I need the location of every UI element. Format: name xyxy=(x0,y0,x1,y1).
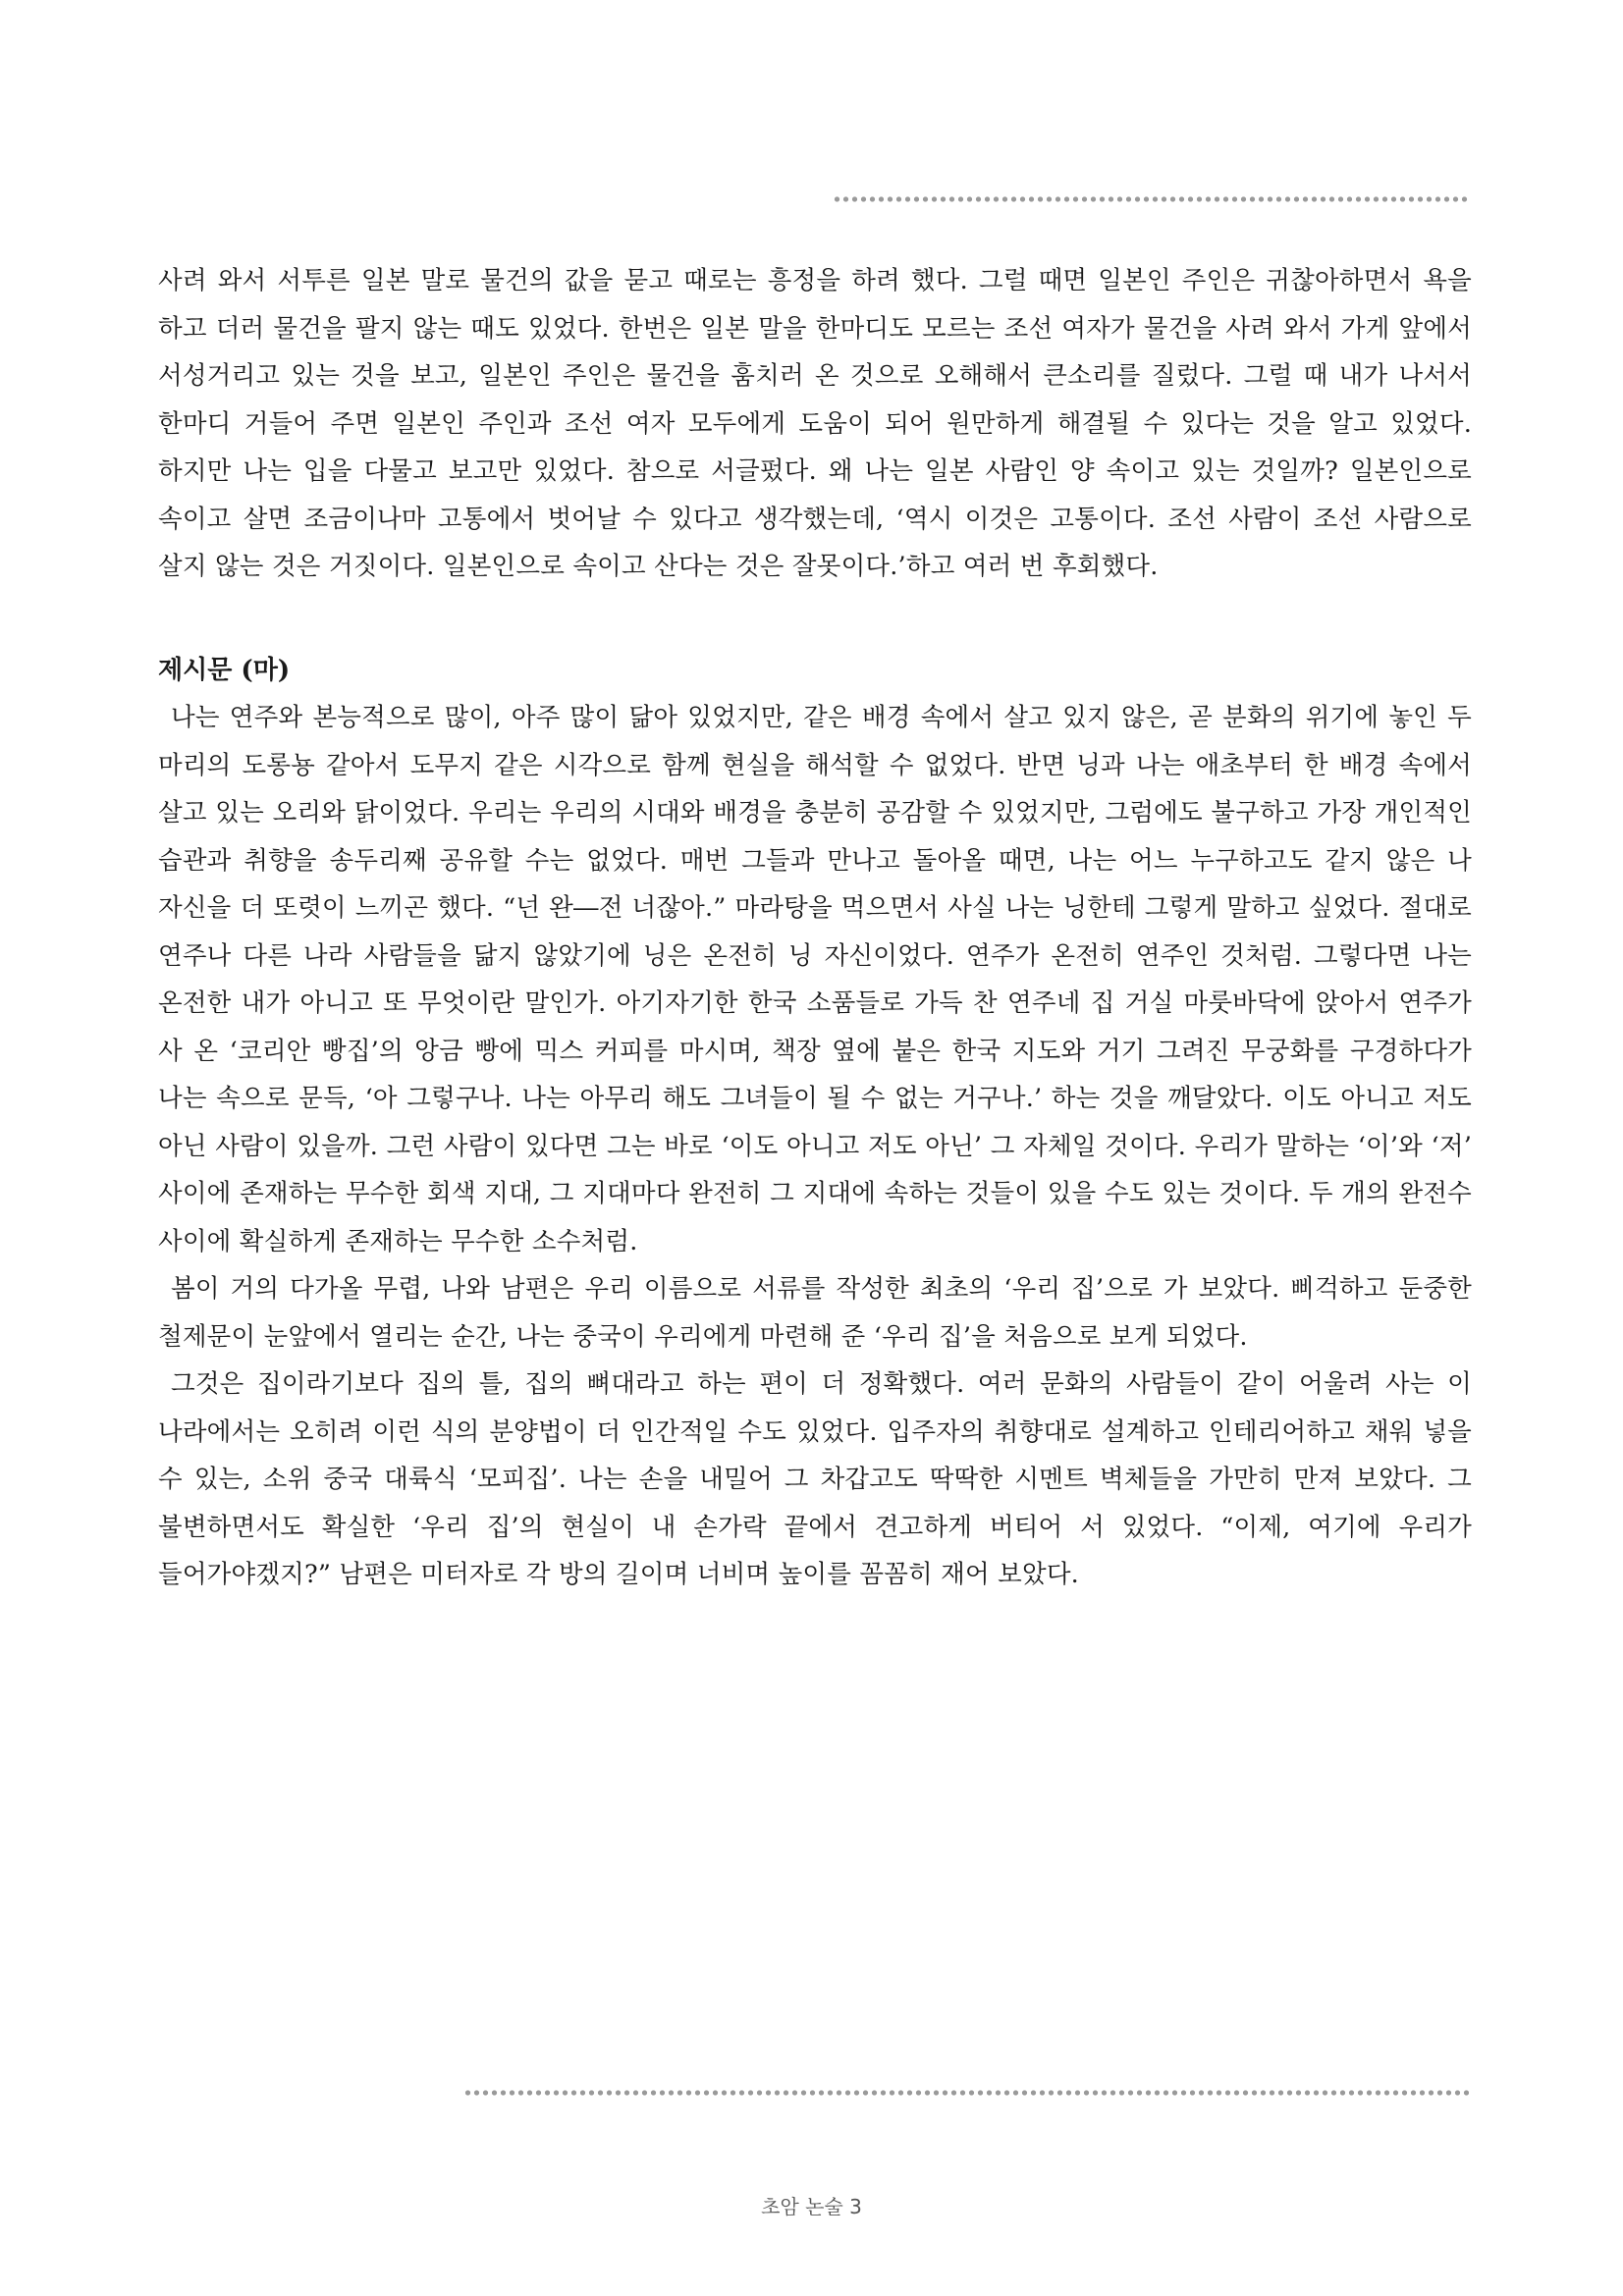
section-ma-paragraph-3: 그것은 집이라기보다 집의 틀, 집의 뼈대라고 하는 편이 더 정확했다. 여러 문화의 사람들이 같이 어울려 사는 이 나라에서는 오히려 이런 식의 분양법이 더 인간적일 수도 있었다. 입주자의 취향대로 설계하고 인테리어하고 채워 넣을 수 있는, 소위 중국 대륙식 ‘모피집’. 나는 손을 내밀어 그 차갑고도 딱딱한 시멘트 벽체들을 가만히 만져 보았다. 그 불변하면서도 확실한 ‘우리 집’의 현실이 내 손가락 끝에서 견고하게 버티어 서 있었다. “이제, 여기에 우리가 들어가야겠지?” 남편은 미터자로 각 방의 길이며 너비며 높이를 꼼꼼히 재어 보았다. xyxy=(158,1369,1472,1589)
section-ma-paragraph-2: 봄이 거의 다가올 무렵, 나와 남편은 우리 이름으로 서류를 작성한 최초의 ‘우리 집’으로 가 보았다. 삐걱하고 둔중한 철제문이 눈앞에서 열리는 순간, 나는 중국이 우리에게 마련해 준 ‘우리 집’을 처음으로 보게 되었다. xyxy=(158,1274,1472,1352)
document-body xyxy=(158,257,1472,1599)
section-ma-paragraph-1: 나는 연주와 본능적으로 많이, 아주 많이 닮아 있었지만, 같은 배경 속에서 살고 있지 않은, 곧 분화의 위기에 놓인 두 마리의 도롱뇽 같아서 도무지 같은 시각으로 함께 현실을 해석할 수 없었다. 반면 닝과 나는 애초부터 한 배경 속에서 살고 있는 오리와 닭이었다. 우리는 우리의 시대와 배경을 충분히 공감할 수 있었지만, 그럼에도 불구하고 가장 개인적인 습관과 취향을 송두리째 공유할 수는 없었다. 매번 그들과 만나고 돌아올 때면, 나는 어느 누구하고도 같지 않은 나 자신을 더 또렷이 느끼곤 했다. “넌 완―전 너잖아.” 마라탕을 먹으면서 사실 나는 닝한테 그렇게 말하고 싶었다. 절대로 연주나 다른 나라 사람들을 닮지 않았기에 닝은 온전히 닝 자신이었다. 연주가 온전히 연주인 것처럼. 그렇다면 나는 온전한 내가 아니고 또 무엇이란 말인가. 아기자기한 한국 소품들로 가득 찬 연주네 집 거실 마룻바닥에 앉아서 연주가 사 온 ‘코리안 빵집’의 앙금 빵에 믹스 커피를 마시며, 책장 옆에 붙은 한국 지도와 거기 그려진 무궁화를 구경하다가 나는 속으로 문득, ‘아 그렇구나. 나는 아무리 해도 그녀들이 될 수 없는 거구나.’ 하는 것을 깨달았다. 이도 아니고 저도 아닌 사람이 있을까. 그런 사람이 있다면 그는 바로 ‘이도 아니고 저도 아닌’ 그 자체일 것이다. 우리가 말하는 ‘이’와 ‘저’ 사이에 존재하는 무수한 회색 지대, 그 지대마다 완전히 그 지대에 속하는 것들이 있을 수도 있는 것이다. 두 개의 완전수 사이에 확실하게 존재하는 무수한 소수처럼. xyxy=(158,703,1472,1256)
top-dotted-divider xyxy=(833,194,1469,204)
section-heading-ma: 제시문 (마) xyxy=(158,655,291,685)
bottom-dotted-divider xyxy=(463,2088,1469,2098)
page-footer: 초암 논술 3 xyxy=(761,2195,862,2218)
passage-paragraph-continued: 사려 와서 서투른 일본 말로 물건의 값을 묻고 때로는 흥정을 하려 했다. 그럴 때면 일본인 주인은 귀찮아하면서 욕을 하고 더러 물건을 팔지 않는 때도 있었다. 한번은 일본 말을 한마디도 모르는 조선 여자가 물건을 사려 와서 가게 앞에서 서성거리고 있는 것을 보고, 일본인 주인은 물건을 훔치러 온 것으로 오해해서 큰소리를 질렀다. 그럴 때 내가 나서서 한마디 거들어 주면 일본인 주인과 조선 여자 모두에게 도움이 되어 원만하게 해결될 수 있다는 것을 알고 있었다. 하지만 나는 입을 다물고 보고만 있었다. 참으로 서글펐다. 왜 나는 일본 사람인 양 속이고 있는 것일까? 일본인으로 속이고 살면 조금이나마 고통에서 벗어날 수 있다고 생각했는데, ‘역시 이것은 고통이다. 조선 사람이 조선 사람으로 살지 않는 것은 거짓이다. 일본인으로 속이고 산다는 것은 잘못이다.’하고 여러 번 후회했다. xyxy=(158,266,1472,581)
